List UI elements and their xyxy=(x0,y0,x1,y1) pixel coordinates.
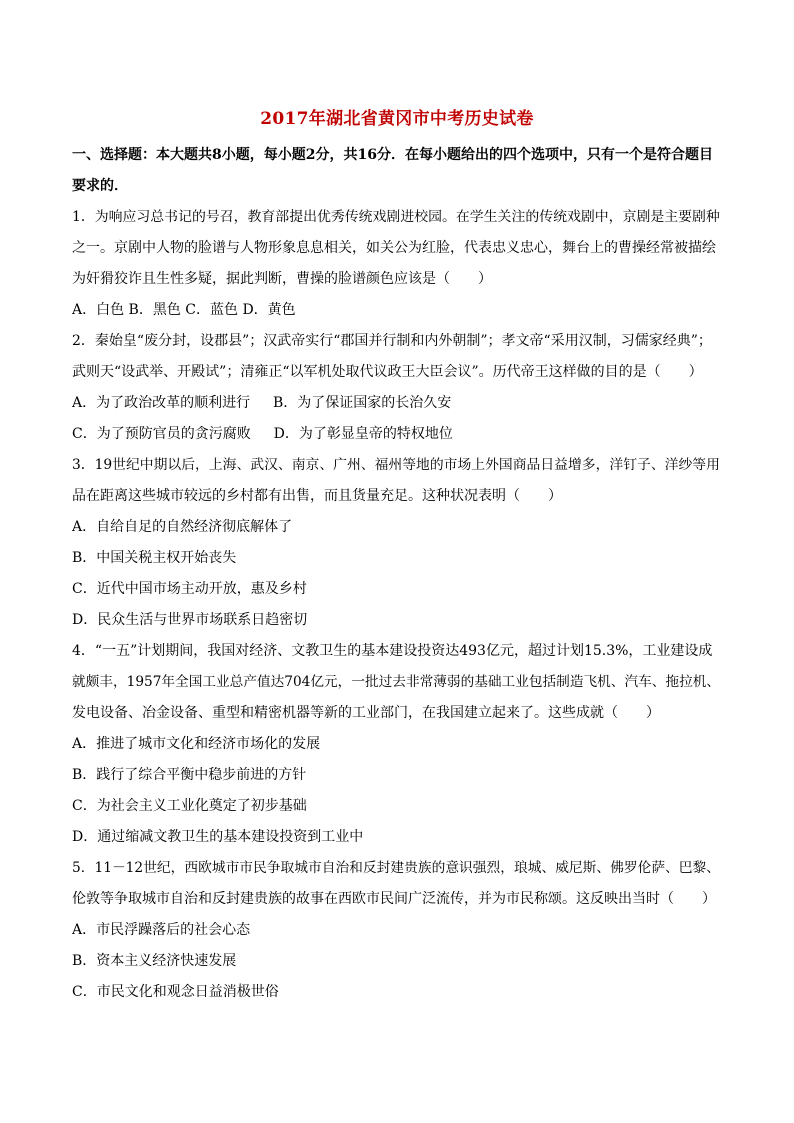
question-1 xyxy=(72,202,724,326)
question-option: C．市民文化和观念日益消极世俗 xyxy=(72,984,279,1000)
question-option: D．通过缩减文教卫生的基本建设投资到工业中 xyxy=(72,829,364,845)
question-stem-line: 伦敦等争取城市自治和反封建贵族的故事在西欧市民间广泛流传，并为市民称颂。这反映出当时（ ） xyxy=(72,891,716,907)
question-stem-line: 品在距离这些城市较远的乡村都有出售，而且货量充足。这种状况表明（ ） xyxy=(72,488,562,504)
question-stem-line: 2．秦始皇“废分封，设郡县”；汉武帝实行“郡国并行制和内外朝制”；孝文帝“采用汉制，习儒家经典”； xyxy=(72,333,712,349)
section-heading-line: 一、选择题：本大题共8小题，每小题2分，共16分．在每小题给出的四个选项中，只有一个是符合题目 xyxy=(72,147,713,163)
question-2 xyxy=(72,326,724,450)
question-stem-line: 之一。京剧中人物的脸谱与人物形象息息相关，如关公为红脸，代表忠义忠心，舞台上的曹操经常被描绘 xyxy=(72,240,716,256)
question-stem-line: 就颇丰，1957年全国工业总产值达704亿元，一批过去非常薄弱的基础工业包括制造飞机、汽车、拖拉机、 xyxy=(72,674,721,690)
question-stem-line: 5．11－12世纪，西欧城市市民争取城市自治和反封建贵族的意识强烈，琅城、威尼斯、佛罗伦萨、巴黎、 xyxy=(72,860,721,876)
question-option: B．践行了综合平衡中稳步前进的方针 xyxy=(72,767,307,783)
question-option: B．中国关税主权开始丧失 xyxy=(72,550,237,566)
question-option: A．推进了城市文化和经济市场化的发展 xyxy=(72,736,321,752)
question-option: D．民众生活与世界市场联系日趋密切 xyxy=(72,612,308,628)
question-5 xyxy=(72,853,724,1008)
exam-body xyxy=(72,140,724,1008)
question-option: A．为了政治改革的顺利进行 B．为了保证国家的长治久安 xyxy=(72,395,452,411)
question-stem-line: 武则天“设武举、开殿试”；清雍正“以军机处取代议政王大臣会议”。历代帝王这样做的目的是（ ） xyxy=(72,364,703,380)
question-stem-line: 发电设备、冶金设备、重型和精密机器等新的工业部门，在我国建立起来了。这些成就（ ） xyxy=(72,705,660,721)
question-option: C．为社会主义工业化奠定了初步基础 xyxy=(72,798,307,814)
question-option: C．为了预防官员的贪污腐败 D．为了彰显皇帝的特权地位 xyxy=(72,426,453,442)
exam-title: 2017年湖北省黄冈市中考历史试卷 xyxy=(260,109,534,129)
question-option: A．市民浮躁落后的社会心态 xyxy=(72,922,251,938)
question-option: A．白色 B．黑色 C．蓝色 D．黄色 xyxy=(72,302,296,318)
section-heading-line: 要求的． xyxy=(72,178,128,194)
question-option: B．资本主义经济快速发展 xyxy=(72,953,237,969)
question-stem-line: 4．“一五”计划期间，我国对经济、文教卫生的基本建设投资达493亿元，超过计划15.3%，工业建设成 xyxy=(72,643,713,659)
question-option: A．自给自足的自然经济彻底解体了 xyxy=(72,519,293,535)
question-stem-line: 为奸猾狡诈且生性多疑，据此判断，曹操的脸谱颜色应该是（ ） xyxy=(72,271,492,287)
question-stem-line: 3．19世纪中期以后，上海、武汉、南京、广州、福州等地的市场上外国商品日益增多，洋钉子、洋纱等用 xyxy=(72,457,720,473)
question-option: C．近代中国市场主动开放，惠及乡村 xyxy=(72,581,307,597)
question-4 xyxy=(72,636,724,853)
question-3 xyxy=(72,450,724,636)
question-stem-line: 1．为响应习总书记的号召，教育部提出优秀传统戏剧进校园。在学生关注的传统戏剧中，京剧是主要剧种 xyxy=(72,209,720,225)
